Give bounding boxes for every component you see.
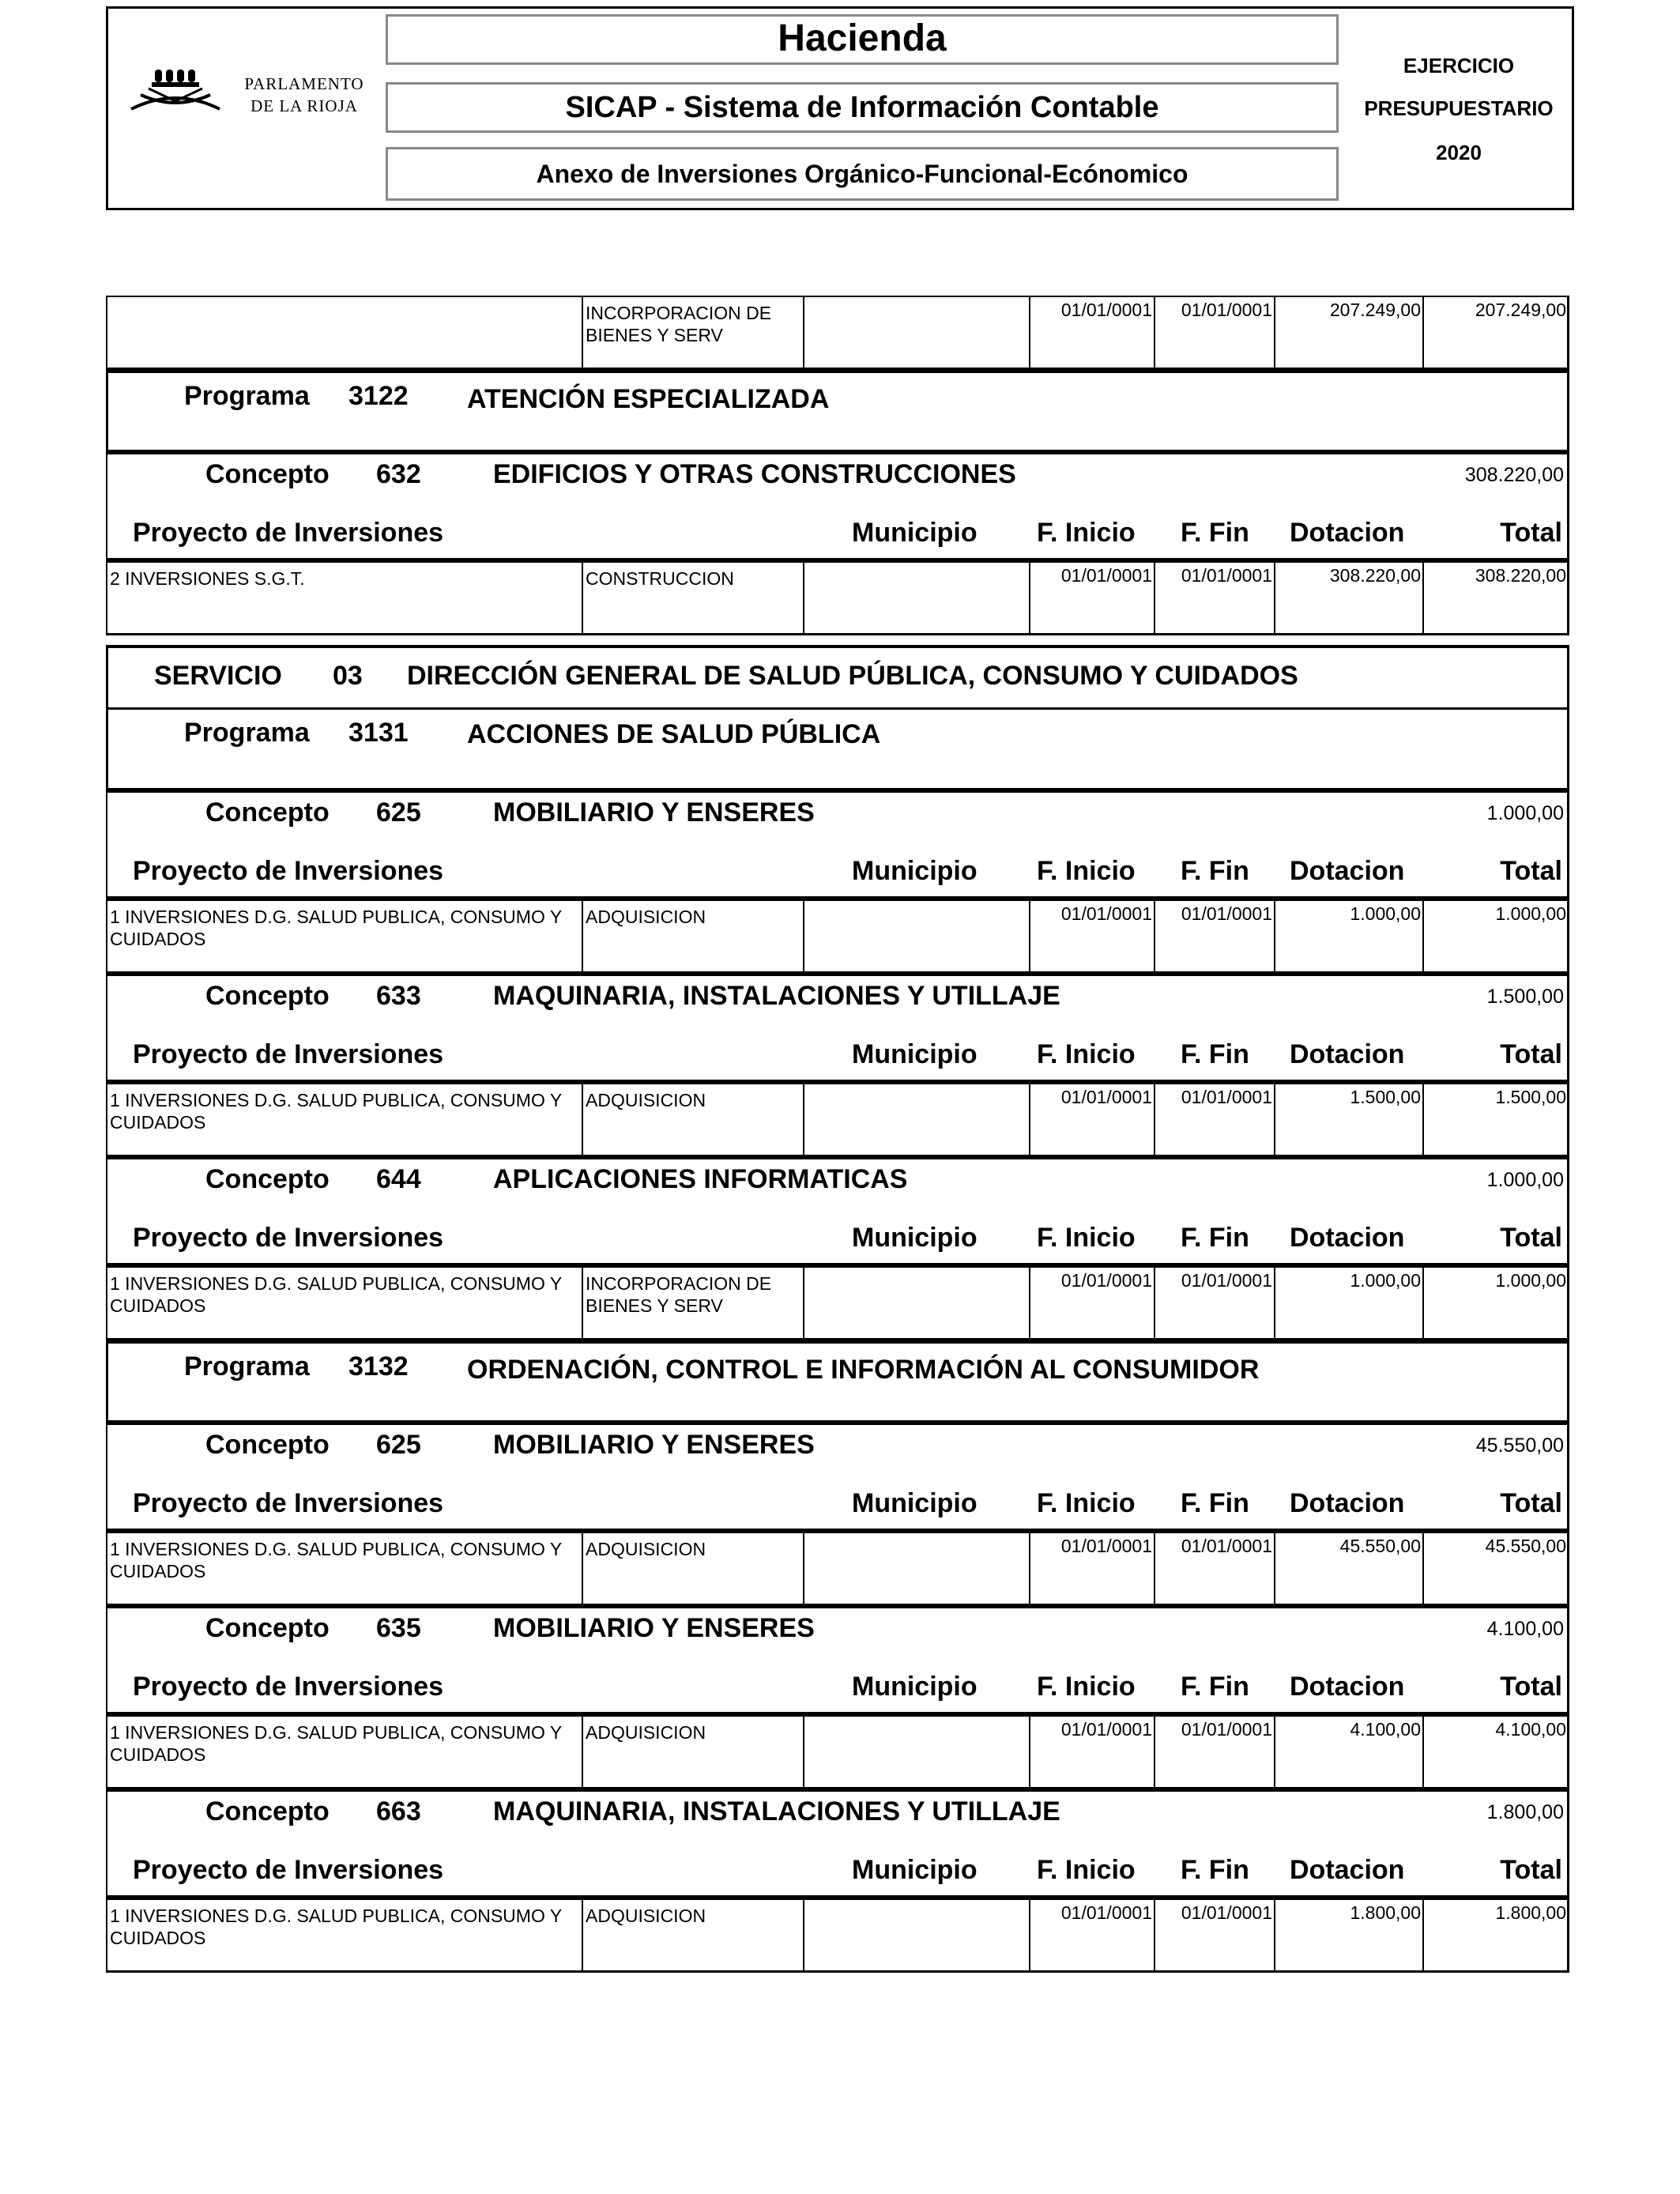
total-cell: 308.220,00 bbox=[1475, 565, 1566, 586]
dotacion-cell: 1.500,00 bbox=[1350, 1087, 1421, 1107]
concepto-header bbox=[106, 1606, 1569, 1715]
dotacion-cell: 1.000,00 bbox=[1350, 1270, 1421, 1291]
col-header-total: Total bbox=[1500, 518, 1562, 548]
table-row bbox=[106, 1715, 1569, 1789]
col-header-inicio: F. Inicio bbox=[1037, 856, 1136, 886]
tipo-cell: ADQUISICION bbox=[586, 1906, 706, 1926]
col-header-municipio: Municipio bbox=[852, 1039, 977, 1069]
total-cell: 1.500,00 bbox=[1495, 1087, 1566, 1107]
tipo-cell: INCORPORACION DE BIENES Y SERV bbox=[586, 1273, 772, 1316]
col-header-dotacion: Dotacion bbox=[1290, 1672, 1405, 1702]
ejercicio-label: EJERCICIO bbox=[1403, 54, 1515, 77]
concepto-value: 1.800,00 bbox=[1486, 1801, 1564, 1823]
concepto-header bbox=[106, 1157, 1569, 1266]
col-header-proyecto: Proyecto de Inversiones bbox=[133, 518, 444, 548]
programa-name: ACCIONES DE SALUD PÚBLICA bbox=[467, 719, 881, 749]
concepto-name: APLICACIONES INFORMATICAS bbox=[493, 1164, 908, 1194]
total-cell: 45.550,00 bbox=[1485, 1536, 1566, 1556]
proyecto-cell: 1 INVERSIONES D.G. SALUD PUBLICA, CONSUMO Y CUIDADOS bbox=[110, 1539, 562, 1581]
concepto-value: 1.500,00 bbox=[1486, 986, 1564, 1008]
concepto-value: 1.000,00 bbox=[1486, 1169, 1564, 1191]
col-header-total: Total bbox=[1500, 1039, 1562, 1069]
fin-cell: 01/01/0001 bbox=[1181, 1719, 1272, 1740]
concepto-value: 308.220,00 bbox=[1464, 464, 1564, 486]
tipo-cell: ADQUISICION bbox=[586, 1722, 706, 1743]
concepto-code: 644 bbox=[376, 1164, 421, 1194]
fin-cell: 01/01/0001 bbox=[1181, 903, 1272, 924]
concepto-label: Concepto bbox=[205, 459, 330, 489]
dotacion-cell: 207.249,00 bbox=[1329, 300, 1421, 320]
inicio-cell: 01/01/0001 bbox=[1060, 1536, 1152, 1556]
concepto-code: 625 bbox=[376, 797, 421, 827]
concepto-code: 632 bbox=[376, 459, 421, 489]
concepto-header bbox=[106, 452, 1569, 561]
col-header-dotacion: Dotacion bbox=[1290, 518, 1405, 548]
investment-table bbox=[106, 296, 1569, 1973]
col-header-fin: F. Fin bbox=[1181, 1855, 1249, 1885]
concepto-name: MOBILIARIO Y ENSERES bbox=[493, 1613, 815, 1643]
col-header-inicio: F. Inicio bbox=[1037, 1039, 1136, 1069]
fin-cell: 01/01/0001 bbox=[1181, 1536, 1272, 1556]
table-row bbox=[106, 1083, 1569, 1157]
concepto-code: 625 bbox=[376, 1430, 421, 1460]
col-header-fin: F. Fin bbox=[1181, 518, 1249, 548]
total-cell: 1.000,00 bbox=[1495, 903, 1566, 924]
table-row bbox=[106, 899, 1569, 974]
col-header-dotacion: Dotacion bbox=[1290, 1039, 1405, 1069]
col-header-municipio: Municipio bbox=[852, 1855, 977, 1885]
col-header-inicio: F. Inicio bbox=[1037, 1672, 1136, 1702]
programa-code: 3131 bbox=[348, 718, 409, 748]
col-header-total: Total bbox=[1500, 1855, 1562, 1885]
col-header-inicio: F. Inicio bbox=[1037, 1855, 1136, 1885]
total-cell: 1.000,00 bbox=[1495, 1270, 1566, 1291]
servicio-label: SERVICIO bbox=[154, 661, 282, 691]
fin-cell: 01/01/0001 bbox=[1181, 1902, 1272, 1923]
col-header-municipio: Municipio bbox=[852, 518, 977, 548]
header-subtitle: SICAP - Sistema de Información Contable bbox=[386, 82, 1339, 133]
programa-label: Programa bbox=[184, 718, 310, 748]
programa-name: ATENCIÓN ESPECIALIZADA bbox=[467, 384, 830, 414]
inicio-cell: 01/01/0001 bbox=[1060, 1719, 1152, 1740]
dotacion-cell: 4.100,00 bbox=[1350, 1719, 1421, 1740]
inicio-cell: 01/01/0001 bbox=[1060, 1270, 1152, 1291]
col-header-fin: F. Fin bbox=[1181, 1672, 1249, 1702]
concepto-label: Concepto bbox=[205, 1796, 330, 1826]
concepto-header bbox=[106, 1789, 1569, 1898]
proyecto-cell: 1 INVERSIONES D.G. SALUD PUBLICA, CONSUMO Y CUIDADOS bbox=[110, 907, 562, 949]
col-header-municipio: Municipio bbox=[852, 856, 977, 886]
dotacion-cell: 45.550,00 bbox=[1339, 1536, 1421, 1556]
tipo-cell: ADQUISICION bbox=[586, 1539, 706, 1559]
col-header-total: Total bbox=[1500, 1223, 1562, 1253]
proyecto-cell: 1 INVERSIONES D.G. SALUD PUBLICA, CONSUMO Y CUIDADOS bbox=[110, 1722, 562, 1765]
proyecto-cell: 1 INVERSIONES D.G. SALUD PUBLICA, CONSUMO Y CUIDADOS bbox=[110, 1273, 562, 1316]
concepto-label: Concepto bbox=[205, 1613, 330, 1643]
fin-cell: 01/01/0001 bbox=[1181, 300, 1272, 320]
presupuestario-label: PRESUPUESTARIO bbox=[1364, 96, 1554, 120]
year-label: 2020 bbox=[1436, 141, 1482, 164]
inicio-cell: 01/01/0001 bbox=[1060, 565, 1152, 586]
tipo-cell: ADQUISICION bbox=[586, 907, 706, 927]
tipo-cell: ADQUISICION bbox=[586, 1090, 706, 1110]
dotacion-cell: 1.000,00 bbox=[1350, 903, 1421, 924]
col-header-municipio: Municipio bbox=[852, 1672, 977, 1702]
proyecto-cell: 1 INVERSIONES D.G. SALUD PUBLICA, CONSUMO Y CUIDADOS bbox=[110, 1090, 562, 1133]
col-header-fin: F. Fin bbox=[1181, 1039, 1249, 1069]
concepto-label: Concepto bbox=[205, 797, 330, 827]
col-header-dotacion: Dotacion bbox=[1290, 856, 1405, 886]
fin-cell: 01/01/0001 bbox=[1181, 1087, 1272, 1107]
inicio-cell: 01/01/0001 bbox=[1060, 1087, 1152, 1107]
col-header-proyecto: Proyecto de Inversiones bbox=[133, 1855, 444, 1885]
fin-cell: 01/01/0001 bbox=[1181, 1270, 1272, 1291]
table-row bbox=[106, 1532, 1569, 1606]
col-header-proyecto: Proyecto de Inversiones bbox=[133, 1039, 444, 1069]
dotacion-cell: 1.800,00 bbox=[1350, 1902, 1421, 1923]
table-row bbox=[106, 1898, 1569, 1973]
col-header-fin: F. Fin bbox=[1181, 856, 1249, 886]
concepto-label: Concepto bbox=[205, 1430, 330, 1460]
total-cell: 207.249,00 bbox=[1475, 300, 1566, 320]
concepto-value: 1.000,00 bbox=[1486, 802, 1564, 824]
concepto-code: 635 bbox=[376, 1613, 421, 1643]
col-header-inicio: F. Inicio bbox=[1037, 518, 1136, 548]
concepto-name: MOBILIARIO Y ENSERES bbox=[493, 1430, 815, 1460]
col-header-inicio: F. Inicio bbox=[1037, 1488, 1136, 1518]
col-header-total: Total bbox=[1500, 856, 1562, 886]
concepto-label: Concepto bbox=[205, 1164, 330, 1194]
programa-header bbox=[106, 1340, 1569, 1423]
proyecto-cell: 2 INVERSIONES S.G.T. bbox=[110, 568, 305, 589]
inicio-cell: 01/01/0001 bbox=[1060, 903, 1152, 924]
col-header-proyecto: Proyecto de Inversiones bbox=[133, 1488, 444, 1518]
inicio-cell: 01/01/0001 bbox=[1060, 300, 1152, 320]
concepto-header bbox=[106, 974, 1569, 1083]
inicio-cell: 01/01/0001 bbox=[1060, 1902, 1152, 1923]
col-header-inicio: F. Inicio bbox=[1037, 1223, 1136, 1253]
col-header-total: Total bbox=[1500, 1672, 1562, 1702]
tipo-cell: INCORPORACION DE BIENES Y SERV bbox=[586, 303, 772, 345]
programa-header bbox=[106, 370, 1569, 452]
concepto-label: Concepto bbox=[205, 981, 330, 1011]
programa-label: Programa bbox=[184, 381, 310, 411]
concepto-name: MOBILIARIO Y ENSERES bbox=[493, 797, 815, 827]
concepto-name: EDIFICIOS Y OTRAS CONSTRUCCIONES bbox=[493, 459, 1016, 489]
concepto-code: 663 bbox=[376, 1796, 421, 1826]
proyecto-cell: 1 INVERSIONES D.G. SALUD PUBLICA, CONSUMO Y CUIDADOS bbox=[110, 1906, 562, 1948]
programa-label: Programa bbox=[184, 1351, 310, 1382]
concepto-header bbox=[106, 790, 1569, 899]
dotacion-cell: 308.220,00 bbox=[1329, 565, 1421, 586]
total-cell: 4.100,00 bbox=[1495, 1719, 1566, 1740]
tipo-cell: CONSTRUCCION bbox=[586, 568, 734, 589]
programa-code: 3132 bbox=[348, 1351, 409, 1382]
col-header-dotacion: Dotacion bbox=[1290, 1223, 1405, 1253]
table-row bbox=[106, 561, 1569, 635]
concepto-header bbox=[106, 1423, 1569, 1532]
header-title: Hacienda bbox=[386, 14, 1339, 65]
table-row bbox=[106, 296, 1569, 370]
col-header-fin: F. Fin bbox=[1181, 1488, 1249, 1518]
col-header-municipio: Municipio bbox=[852, 1488, 977, 1518]
concepto-name: MAQUINARIA, INSTALACIONES Y UTILLAJE bbox=[493, 1796, 1060, 1826]
col-header-proyecto: Proyecto de Inversiones bbox=[133, 1672, 444, 1702]
servicio-code: 03 bbox=[333, 661, 363, 691]
total-cell: 1.800,00 bbox=[1495, 1902, 1566, 1923]
concepto-value: 45.550,00 bbox=[1475, 1434, 1564, 1457]
programa-code: 3122 bbox=[348, 381, 409, 411]
col-header-proyecto: Proyecto de Inversiones bbox=[133, 856, 444, 886]
servicio-header bbox=[106, 645, 1569, 710]
concepto-name: MAQUINARIA, INSTALACIONES Y UTILLAJE bbox=[493, 981, 1060, 1011]
fin-cell: 01/01/0001 bbox=[1181, 565, 1272, 586]
col-header-fin: F. Fin bbox=[1181, 1223, 1249, 1253]
table-row bbox=[106, 1266, 1569, 1340]
col-header-municipio: Municipio bbox=[852, 1223, 977, 1253]
programa-header bbox=[106, 710, 1569, 790]
concepto-code: 633 bbox=[376, 981, 421, 1011]
logo-text: PARLAMENTO DE LA RIOJA bbox=[244, 74, 364, 115]
col-header-dotacion: Dotacion bbox=[1290, 1855, 1405, 1885]
col-header-dotacion: Dotacion bbox=[1290, 1488, 1405, 1518]
col-header-total: Total bbox=[1500, 1488, 1562, 1518]
header-report-name: Anexo de Inversiones Orgánico-Funcional-Ecónomico bbox=[386, 147, 1339, 201]
parlamento-logo-icon bbox=[125, 63, 235, 134]
concepto-value: 4.100,00 bbox=[1486, 1618, 1564, 1640]
programa-name: ORDENACIÓN, CONTROL E INFORMACIÓN AL CONSUMIDOR bbox=[467, 1355, 1260, 1385]
servicio-name: DIRECCIÓN GENERAL DE SALUD PÚBLICA, CONSUMO Y CUIDADOS bbox=[407, 661, 1298, 691]
col-header-proyecto: Proyecto de Inversiones bbox=[133, 1223, 444, 1253]
